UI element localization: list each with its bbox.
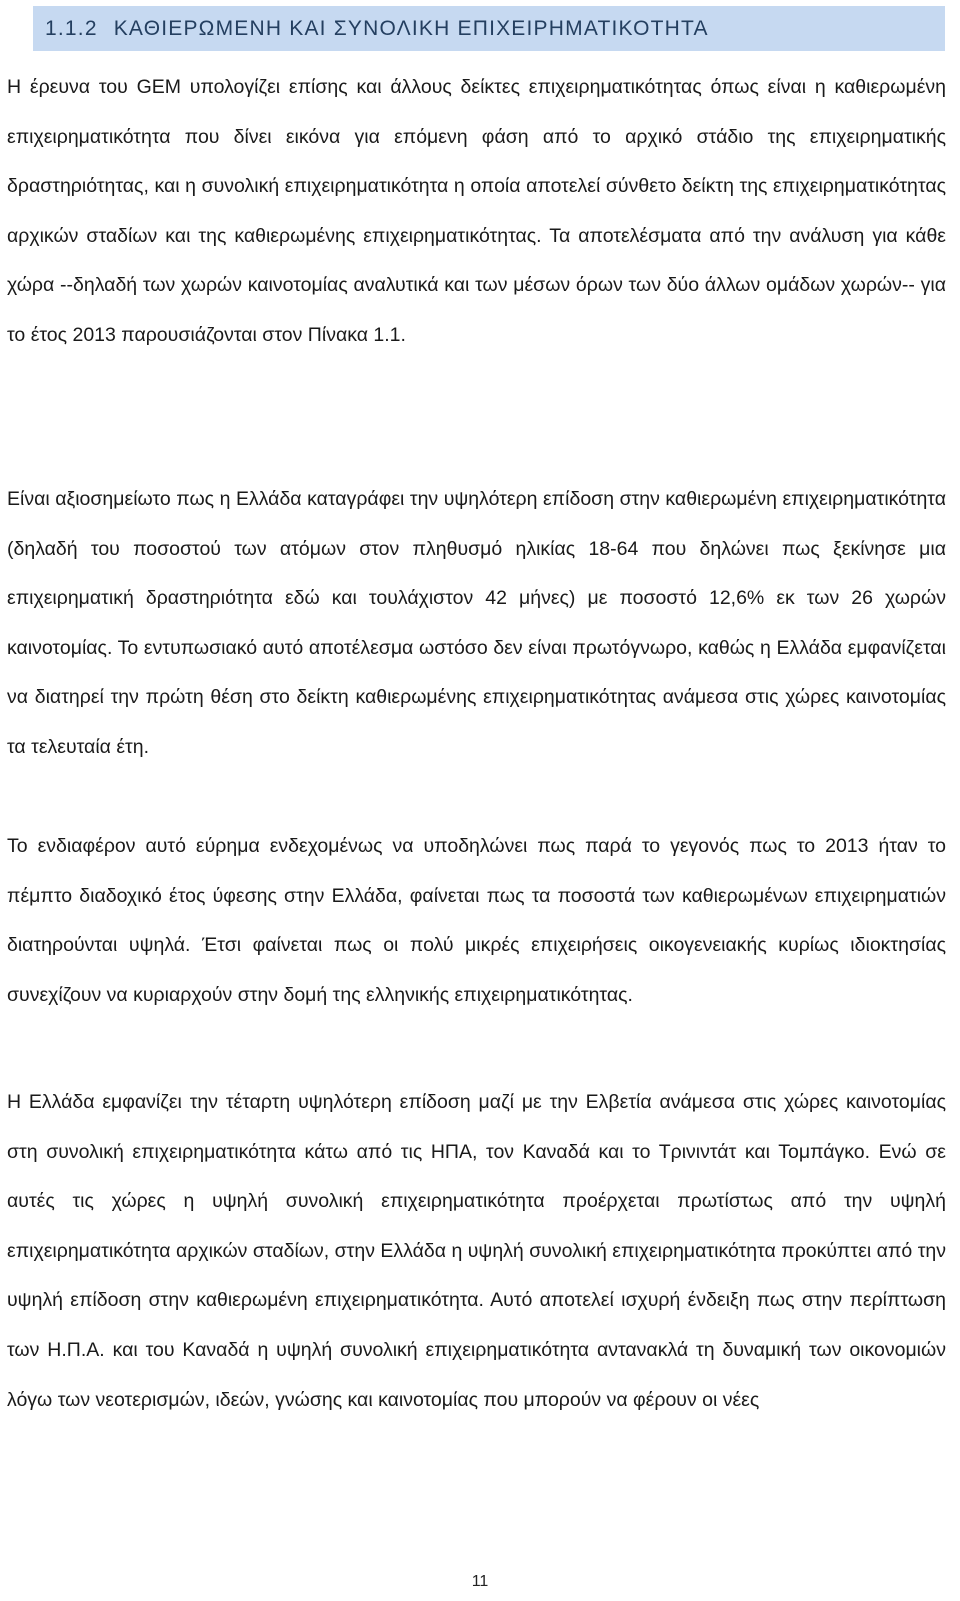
paragraph-total-entrepreneurship: Η Ελλάδα εμφανίζει την τέταρτη υψηλότερη επίδοση μαζί με την Ελβετία ανάμεσα στις χώρες καινοτομίας στη συνολική επιχειρηματικότητα κάτω από τις ΗΠΑ, τον Καναδά και το Τρινιντάτ και Τομπάγκο. Ενώ σε αυτές τις χώρες η υψηλή συνολική επιχειρηματικότητα προέρχεται πρωτίστως από την υψηλή επιχειρηματικότητα αρχικών σταδίων, στην Ελλάδα η υψηλή συνολική επιχειρηματικότητα προκύπτει από την υψηλή επίδοση στην καθιερωμένη επιχειρηματικότητα. Αυτό αποτελεί ισχυρή ένδειξη πως στην περίπτωση των Η.Π.Α. και του Καναδά η υψηλή συνολική επιχειρηματικότητα αντανακλά τη δυναμική των οικονομιών λόγω των νεοτερισμών, ιδεών, γνώσης και καινοτομίας που μπορούν να φέρουν οι νέες [7, 1091, 946, 1411]
section-number: 1.1.2 [45, 16, 98, 40]
paragraph-gem-indicators: Η έρευνα του GEM υπολογίζει επίσης και άλλους δείκτες επιχειρηματικότητας όπως είναι η καθιερωμένη επιχειρηματικότητα που δίνει εικόνα για επόμενη φάση από το αρχικό στάδιο της επιχειρηματικής δραστηριότητας, και η συνολική επιχειρηματικότητα η οποία αποτελεί σύνθετο δείκτη της επιχειρηματικότητας αρχικών σταδίων και της καθιερωμένης επιχειρηματικότητας. Τα αποτελέσματα από την ανάλυση για κάθε χώρα --δηλαδή των χωρών καινοτομίας αναλυτικά και των μέσων όρων των δύο άλλων ομάδων χωρών-- για το έτος 2013 παρουσιάζονται στον Πίνακα 1.1. [7, 76, 946, 346]
section-title: ΚΑΘΙΕΡΩΜΕΝΗ ΚΑΙ ΣΥΝΟΛΙΚΗ ΕΠΙΧΕΙΡΗΜΑΤΙΚΟΤΗΤΑ [113, 16, 709, 40]
page-number: 11 [471, 1573, 489, 1590]
paragraph-recession-finding: Το ενδιαφέρον αυτό εύρημα ενδεχομένως να υποδηλώνει πως παρά το γεγονός πως το 2013 ήταν το πέμπτο διαδοχικό έτος ύφεσης στην Ελλάδα, φαίνεται πως τα ποσοστά των καθιερωμένων επιχειρηματιών διατηρούνται υψηλά. Έτσι φαίνεται πως οι πολύ μικρές επιχειρήσεις οικογενειακής κυρίως ιδιοκτησίας συνεχίζουν να κυριαρχούν στην δομή της ελληνικής επιχειρηματικότητας. [7, 835, 946, 1006]
paragraph-greece-established: Είναι αξιοσημείωτο πως η Ελλάδα καταγράφει την υψηλότερη επίδοση στην καθιερωμένη επιχειρηματικότητα (δηλαδή του ποσοστού των ατόμων στον πληθυσμό ηλικίας 18-64 που δηλώνει πως ξεκίνησε μια επιχειρηματική δραστηριότητα εδώ και τουλάχιστον 42 μήνες) με ποσοστό 12,6% εκ των 26 χωρών καινοτομίας. Το εντυπωσιακό αυτό αποτέλεσμα ωστόσο δεν είναι πρωτόγνωρο, καθώς η Ελλάδα εμφανίζεται να διατηρεί την πρώτη θέση στο δείκτη καθιερωμένης επιχειρηματικότητας ανάμεσα στις χώρες καινοτομίας τα τελευταία έτη. [7, 488, 946, 758]
section-heading [33, 6, 945, 51]
